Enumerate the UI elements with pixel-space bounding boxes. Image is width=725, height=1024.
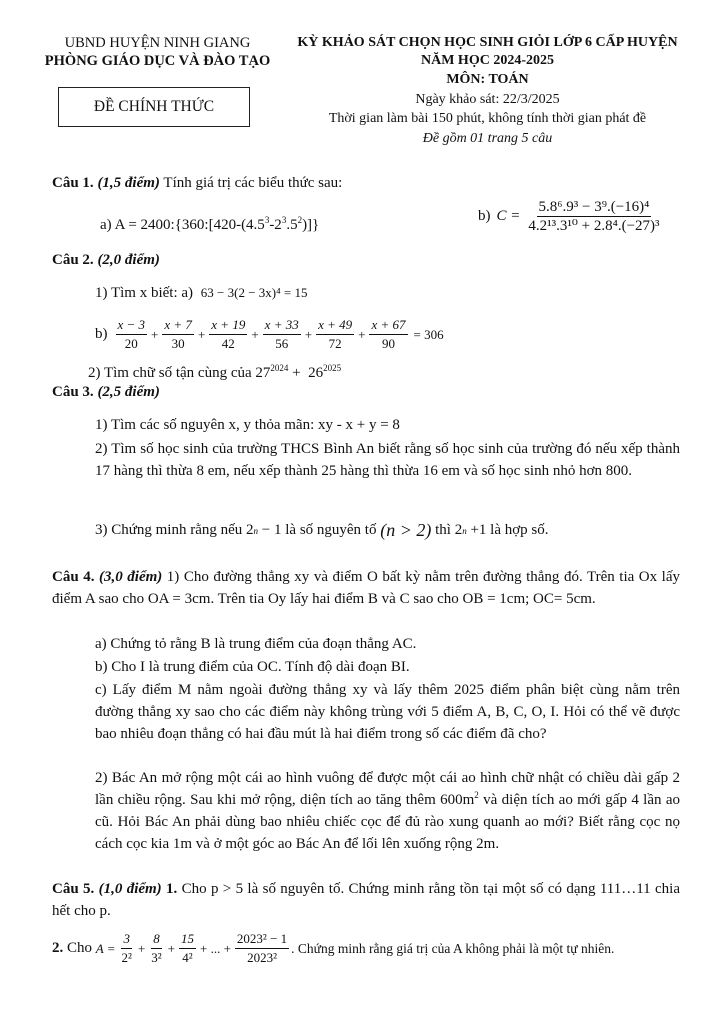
q4-points: (3,0 điểm): [99, 569, 163, 585]
q1-part-a: a) $A = 2400:\{360:[420-(4.5^3-2^3.5^2)]\}$: [100, 215, 320, 233]
q5-fracs-plus-sign: +: [137, 940, 146, 956]
q2-fracs-numerator: x + 33: [263, 316, 301, 335]
q4-title: Câu 4.: [52, 569, 95, 585]
q1-title: Câu 1.: [52, 175, 94, 191]
q2-fracs-fraction: [116, 316, 148, 353]
exam-date: Ngày khảo sát: 22/3/2025: [415, 92, 560, 107]
q3-p3-a: 3) Chứng minh rằng nếu 2: [95, 522, 254, 538]
q2-fracs-plus-sign: +: [251, 326, 259, 342]
q5-fracs-plus-sign: +: [167, 940, 175, 956]
q3-p3-c: (n > 2): [380, 520, 432, 540]
q1b-var: C =: [496, 208, 521, 224]
q2-p1-label: 1) Tìm x biết: a): [95, 285, 194, 301]
q2-fracs-fraction: [316, 316, 354, 353]
q2-fracs-denominator: 56: [275, 336, 289, 351]
q2-fracs-denominator: 42: [221, 336, 235, 351]
q5-dots: + ... +: [200, 940, 231, 956]
q2-points: (2,0 điểm): [97, 252, 160, 268]
q2-fracs-numerator: x + 67: [369, 316, 407, 335]
q5-part1: [52, 878, 680, 922]
q3-part1: 1) Tìm các số nguyên x, y thỏa mãn: xy - x + y = 8: [95, 417, 400, 433]
q1a-mid2: .5: [286, 217, 298, 233]
q2-title: Câu 2.: [52, 252, 94, 268]
q3-title: Câu 3.: [52, 384, 94, 400]
q2-part1a: [95, 285, 307, 302]
q5-fracs-fraction: [120, 930, 134, 967]
q5-fracs-denominator: 4²: [182, 950, 193, 965]
q3-p3-e: +1 là hợp số.: [466, 522, 549, 538]
school-year: NĂM HỌC 2024-2025: [421, 53, 554, 68]
exam-title: KỲ KHẢO SÁT CHỌN HỌC SINH GIỎI LỚP 6 CẤP HUYỆN: [297, 35, 678, 50]
q2-p2-text: 2) Tìm chữ số tận cùng của 27: [88, 365, 271, 381]
q2-p1b-rhs: = 306: [413, 326, 444, 342]
q1b-fraction: [526, 198, 661, 235]
q4-part-b: b) Cho I là trung điểm của OC. Tính độ dài đoạn BI.: [95, 659, 410, 675]
q4-p2-a: 2) Bác An mở rộng một cái ao hình vuông để được một cái ao hình chữ nhật có chiều dài gấp 2 lần chiều rộng. Sau khi mở rộng, diện tích ao tăng thêm 600m: [95, 770, 680, 808]
q2-fracs-denominator: 30: [171, 336, 185, 351]
q2-fracs-fraction: [162, 316, 194, 353]
official-label: ĐỀ CHÍNH THỨC: [93, 98, 215, 115]
q5-p1-text: Cho p > 5 là số nguyên tố. Chứng minh rằng tồn tại một số có dạng 111…11 chia hết cho p.: [52, 881, 680, 919]
q1-part-b: [478, 198, 664, 235]
q2-fracs-plus-sign: +: [151, 326, 159, 342]
q1a-end: )]}: [302, 217, 320, 233]
time-limit: Thời gian làm bài 150 phút, không tính thời gian phát đề: [328, 111, 647, 126]
q2-heading: [52, 252, 160, 269]
q2-p2-plus: + 26: [288, 365, 324, 381]
q2-fracs-numerator: x + 7: [162, 316, 194, 335]
q2-part2: [88, 365, 341, 382]
q4-p2-b: và diện tích ao mới gấp 4 lần ao cũ. Hỏi Bác An phải dùng bao nhiêu chiếc cọc để đủ rào xung quanh ao mới? Biết rằng cọc nọ cách cọc kia 1m và ở một góc ao Bác An để lối lên xuống rộng 2m.: [95, 792, 681, 852]
q5-last-num: 2023² − 1: [235, 930, 289, 949]
q3-points: (2,5 điểm): [97, 384, 160, 400]
q1b-numerator: 5.8⁶.9³ − 3⁹.(−16)⁴: [538, 199, 650, 215]
q5-fracs-denominator: 3²: [151, 950, 162, 965]
q2-fracs-denominator: 72: [328, 336, 342, 351]
q5-title: Câu 5.: [52, 881, 95, 897]
q3-part2: 2) Tìm số học sinh của trường THCS Bình An biết rằng số học sinh của trường đó nếu xếp thành 17 hàng thì thừa 8 em, nếu xếp thành 25 hàng thì thừa 16 em và số học sinh nhỏ hơn 800.: [95, 441, 680, 479]
q4-part-c: c) Lấy điểm M nằm ngoài đường thẳng xy và lấy thêm 2025 điểm phân biệt cùng nằm trên đường thẳng xy sao cho các điểm này không trùng với 5 điểm A, B, C, O, I. Hỏi có thể vẽ được bao nhiêu đoạn thẳng có hai đầu mút là hai điểm trong số các điểm đã cho?: [95, 682, 680, 742]
q5-points: (1,0 điểm): [98, 881, 162, 897]
q2-fracs-fraction: [263, 316, 301, 353]
q5-p2-text: . Chứng minh rằng giá trị của A không phải là một tự nhiên.: [291, 940, 615, 956]
q1a-text: a) A = 2400:{360:[420-(4.5: [100, 217, 265, 233]
q2-fracs-plus-sign: +: [358, 326, 366, 342]
q2-fracs-plus-sign: +: [197, 326, 206, 342]
q2-fracs-denominator: 20: [124, 336, 138, 351]
q4-part-2: [95, 767, 680, 855]
q2-fracs-fraction: [209, 316, 247, 353]
q4-intro: [52, 566, 680, 610]
subject: MÔN: TOÁN: [446, 72, 529, 87]
q1-points: (1,5 điểm): [97, 175, 160, 191]
q2-fracs-fraction: [369, 316, 407, 353]
q5-part2: [52, 930, 614, 967]
q4-p2-sup: 2: [474, 790, 479, 800]
q2-p1-expr: 63 − 3(2 − 3x)⁴ = 15: [200, 285, 308, 300]
official-box: [58, 87, 250, 127]
q2-fracs-numerator: x + 49: [316, 316, 354, 335]
q5-fracs-fraction: [149, 930, 163, 967]
q2-p2-exp2: 2025: [323, 363, 342, 373]
q5-last-fraction: [235, 930, 289, 967]
q2-fraction-sum: [114, 316, 410, 353]
q1-heading: [52, 175, 342, 192]
q5-fracs-numerator: 8: [151, 930, 162, 949]
q2-fracs-numerator: x + 19: [209, 316, 247, 335]
q5-p1-num: 1.: [166, 881, 178, 897]
q1b-label: b): [478, 208, 491, 224]
q5-fracs-numerator: 3: [121, 930, 132, 949]
q3-part3: 3) Chứng minh rằng nếu 2 n − 1 là số nguyên tố (n > 2) thì 2 n +1 là hợp số.: [95, 520, 549, 540]
q5-last-den: 2023²: [247, 950, 277, 965]
q2-part1b: [95, 316, 444, 353]
dept-line1: UBND HUYỆN NINH GIANG: [64, 35, 251, 51]
q2-fracs-numerator: x − 3: [116, 316, 148, 335]
page-count: Đề gồm 01 trang 5 câu: [422, 131, 553, 146]
q2-p2-exp1: 2024: [270, 363, 289, 373]
q3-p3-b: − 1 là số nguyên tố: [258, 522, 381, 538]
q5-p2-A: A =: [95, 940, 116, 956]
q1-intro: Tính giá trị các biểu thức sau:: [163, 175, 343, 191]
q5-p2-cho: Cho: [63, 940, 96, 956]
q5-p2-num: 2.: [52, 940, 64, 956]
q2-fracs-plus-sign: +: [304, 326, 313, 342]
q3-p3-d: thì 2: [431, 522, 463, 538]
q5-fracs-numerator: 15: [179, 930, 196, 949]
q1a-mid1: -2: [269, 217, 282, 233]
q2-fracs-denominator: 90: [381, 336, 395, 351]
q5-fraction-sum: [118, 930, 199, 967]
dept-line2: PHÒNG GIÁO DỤC VÀ ĐÀO TẠO: [44, 53, 271, 69]
q2-p1b-label: b): [95, 326, 108, 342]
q1b-denominator: 4.2¹³.3¹⁰ + 2.8⁴.(−27)³: [528, 218, 660, 234]
q4-part-a: a) Chứng tỏ rằng B là trung điểm của đoạn thẳng AC.: [95, 636, 417, 652]
q5-fracs-fraction: [179, 930, 196, 967]
q5-fracs-denominator: 2²: [121, 950, 132, 965]
q3-heading: [52, 384, 160, 401]
q4-intro-text: 1) Cho đường thẳng xy và điểm O bất kỳ nằm trên đường thẳng đó. Trên tia Ox lấy điểm A sao cho OA = 3cm. Trên tia Oy lấy hai điểm B và C sao cho OB = 1cm; OC= 5cm.: [52, 569, 680, 607]
